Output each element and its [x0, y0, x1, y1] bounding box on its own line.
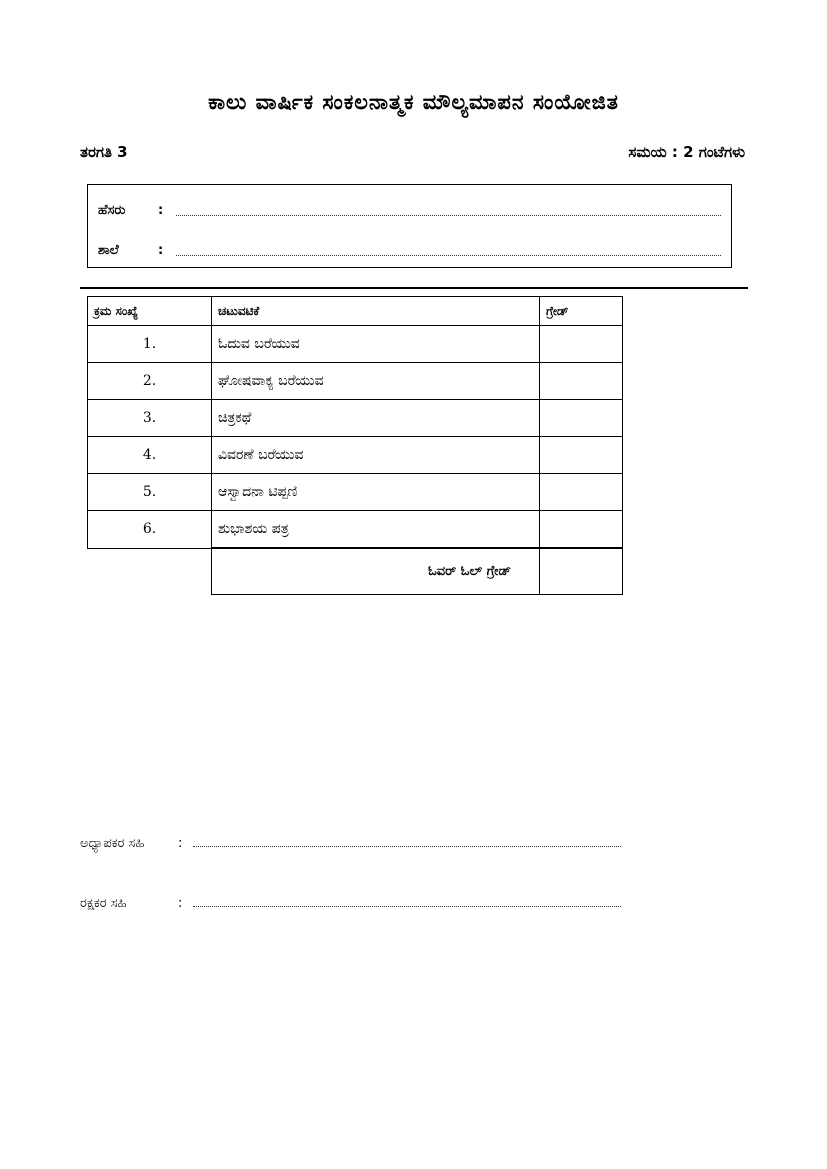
- row-activity: ಶುಭಾಶಯ ಪತ್ರ: [212, 511, 540, 549]
- row-grade-cell[interactable]: [540, 326, 623, 363]
- school-field[interactable]: [176, 255, 721, 256]
- table-row: [88, 474, 623, 511]
- row-number: 4.: [88, 437, 212, 474]
- header-grade: ಗ್ರೇಡ್: [540, 297, 623, 326]
- table-row: [88, 326, 623, 363]
- row-grade-cell[interactable]: [540, 363, 623, 400]
- class-label: ತರಗತಿ 3: [80, 143, 128, 161]
- name-colon: :: [158, 203, 164, 218]
- row-grade-cell[interactable]: [540, 511, 623, 549]
- teacher-signature-colon: :: [178, 836, 183, 851]
- row-number: 3.: [88, 400, 212, 437]
- header-activity: ಚಟುವಟಿಕೆ: [212, 297, 540, 326]
- row-grade-cell[interactable]: [540, 437, 623, 474]
- teacher-signature-field[interactable]: [193, 846, 621, 847]
- overall-grade-cell[interactable]: [540, 548, 623, 595]
- school-colon: :: [158, 243, 164, 258]
- teacher-signature-row: [80, 836, 640, 856]
- guardian-signature-colon: :: [178, 896, 183, 911]
- name-row: [98, 203, 721, 223]
- blank-cell: [88, 548, 212, 595]
- school-row: [98, 243, 721, 263]
- name-field[interactable]: [176, 215, 721, 216]
- guardian-signature-label: ರಕ್ಷಕರ ಸಹಿ: [80, 896, 127, 911]
- overall-grade-row: [88, 548, 623, 595]
- table-header-row: [88, 297, 623, 326]
- page-title: ಕಾಲು ವಾರ್ಷಿಕ ಸಂಕಲನಾತ್ಮಕ ಮೌಲ್ಯಮಾಪನ ಸಂಯೋಜಿತ: [208, 90, 619, 114]
- row-activity: ಆಸ್ವಾದನಾ ಟಿಪ್ಪಣಿ: [212, 474, 540, 511]
- row-grade-cell[interactable]: [540, 400, 623, 437]
- table-row: [88, 511, 623, 549]
- school-label: ಶಾಲೆ: [98, 243, 119, 258]
- teacher-signature-label: ಅಧ್ಯಾಪಕರ ಸಹಿ: [80, 836, 145, 851]
- table-row: [88, 400, 623, 437]
- row-activity: ಓದುವ ಬರೆಯುವ: [212, 326, 540, 363]
- guardian-signature-field[interactable]: [193, 906, 621, 907]
- name-label: ಹೆಸರು: [98, 203, 126, 218]
- row-number: 6.: [88, 511, 212, 549]
- table-row: [88, 437, 623, 474]
- row-activity: ಚಿತ್ರಕಥೆ: [212, 400, 540, 437]
- row-grade-cell[interactable]: [540, 474, 623, 511]
- divider: [80, 287, 748, 289]
- row-number: 5.: [88, 474, 212, 511]
- table-row: [88, 363, 623, 400]
- student-info-box: [87, 184, 732, 268]
- overall-grade-label: ಓವರ್ ಓಲ್ ಗ್ರೇಡ್: [212, 548, 540, 595]
- header-serial: ಕ್ರಮ ಸಂಖ್ಯೆ: [88, 297, 212, 326]
- row-activity: ಘೋಷವಾಕ್ಯ ಬರೆಯುವ: [212, 363, 540, 400]
- row-number: 2.: [88, 363, 212, 400]
- guardian-signature-row: [80, 896, 640, 916]
- row-number: 1.: [88, 326, 212, 363]
- time-label: ಸಮಯ : 2 ಗಂಟೆಗಳು: [628, 143, 745, 161]
- row-activity: ವಿವರಣೆ ಬರೆಯುವ: [212, 437, 540, 474]
- grade-table: [87, 296, 623, 595]
